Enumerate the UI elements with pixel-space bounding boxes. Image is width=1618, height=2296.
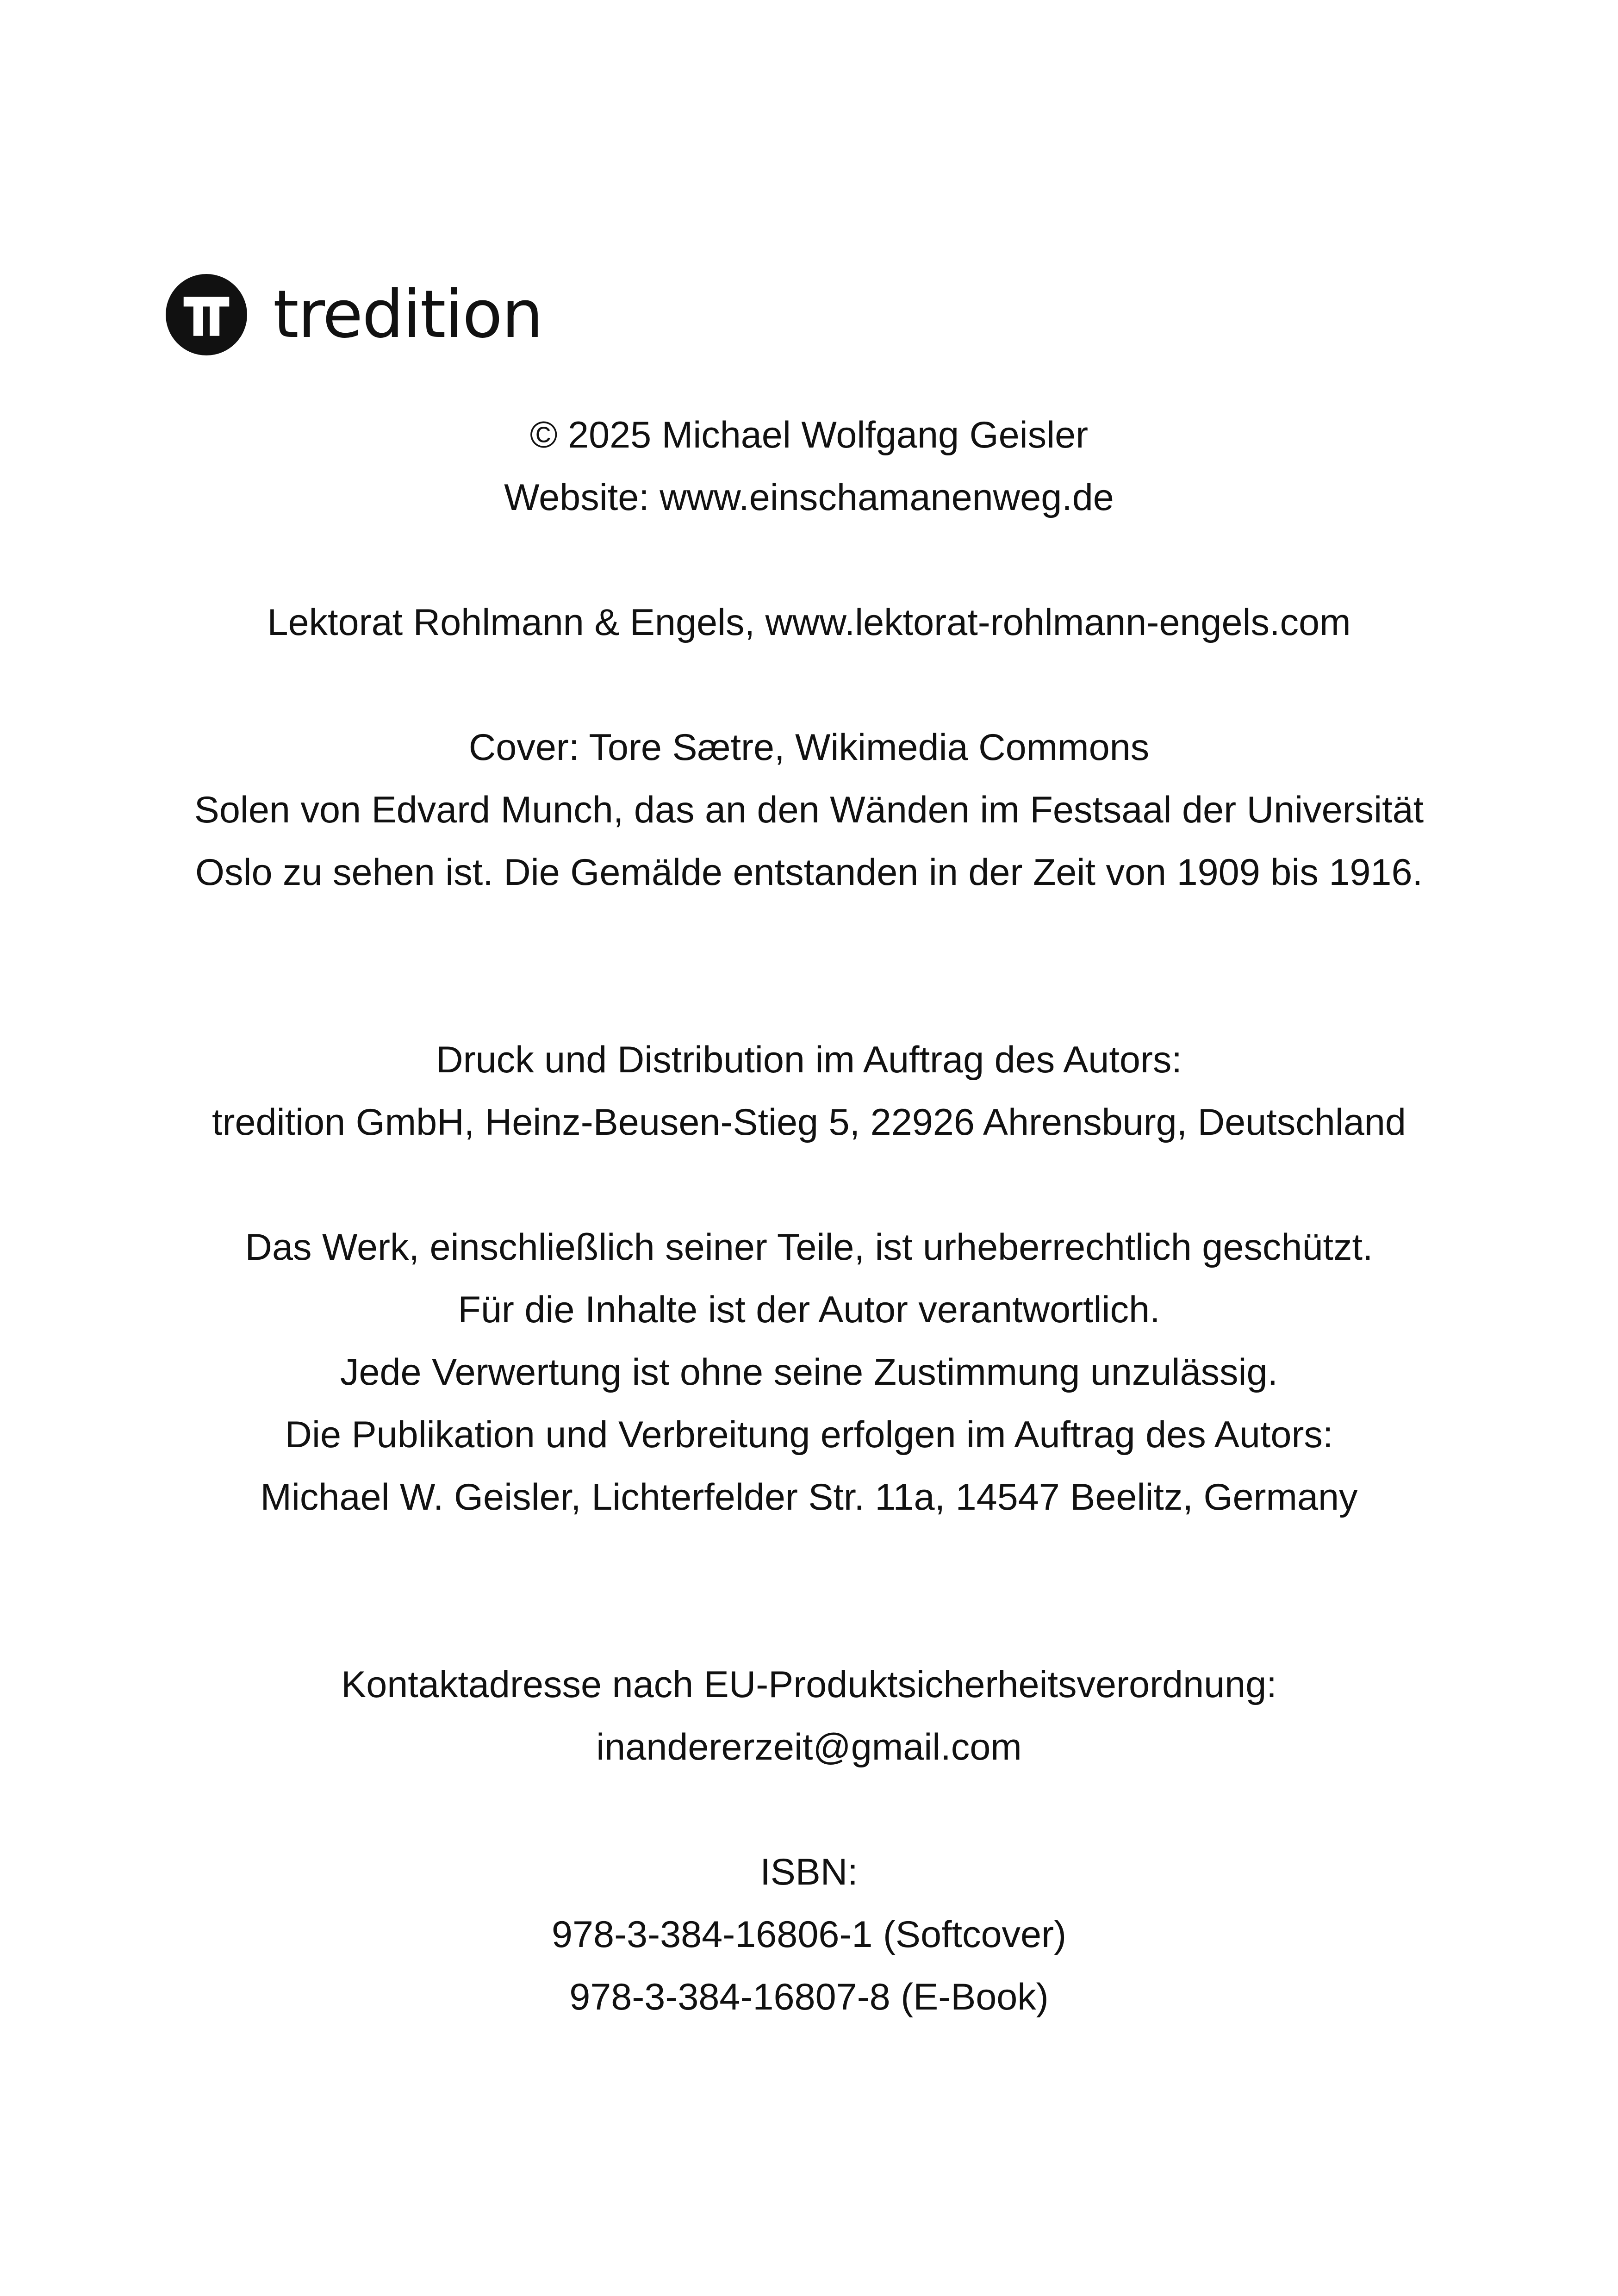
- cover-description-line: Oslo zu sehen ist. Die Gemälde entstanden in der Zeit von 1909 bis 1916.: [195, 852, 1423, 893]
- rights-line: Das Werk, einschließlich seiner Teile, ist urheberrechtlich geschützt.: [245, 1226, 1373, 1268]
- cover-credit: Cover: Tore Sætre, Wikimedia Commons: [468, 727, 1150, 768]
- rights-line: Für die Inhalte ist der Autor verantwortlich.: [458, 1289, 1160, 1331]
- author-address: Michael W. Geisler, Lichterfelder Str. 11a, 14547 Beelitz, Germany: [260, 1476, 1358, 1518]
- publisher-name: tredition: [273, 276, 542, 353]
- isbn-label: ISBN:: [760, 1851, 858, 1893]
- isbn-ebook: 978-3-384-16807-8 (E-Book): [569, 1976, 1049, 2018]
- copyright-notice: © 2025 Michael Wolfgang Geisler: [529, 414, 1089, 456]
- rights-line: Die Publikation und Verbreitung erfolgen im Auftrag des Autors:: [285, 1414, 1333, 1456]
- publisher-logo: [166, 274, 542, 355]
- isbn-softcover: 978-3-384-16806-1 (Softcover): [551, 1914, 1067, 1955]
- distribution-address: tredition GmbH, Heinz-Beusen-Stieg 5, 22926 Ahrensburg, Deutschland: [212, 1101, 1406, 1143]
- tredition-logo-icon: [166, 274, 247, 355]
- cover-description-line: Solen von Edvard Munch, das an den Wänden im Festsaal der Universität: [194, 789, 1424, 831]
- contact-label: Kontaktadresse nach EU-Produktsicherheitsverordnung:: [341, 1664, 1277, 1705]
- rights-line: Jede Verwertung ist ohne seine Zustimmung unzulässig.: [340, 1351, 1278, 1393]
- editing-line: Lektorat Rohlmann & Engels, www.lektorat-rohlmann-engels.com: [267, 602, 1351, 643]
- distribution-line: Druck und Distribution im Auftrag des Autors:: [436, 1039, 1182, 1081]
- contact-email: inandererzeit@gmail.com: [596, 1726, 1022, 1768]
- website-line: Website: www.einschamanenweg.de: [504, 477, 1114, 518]
